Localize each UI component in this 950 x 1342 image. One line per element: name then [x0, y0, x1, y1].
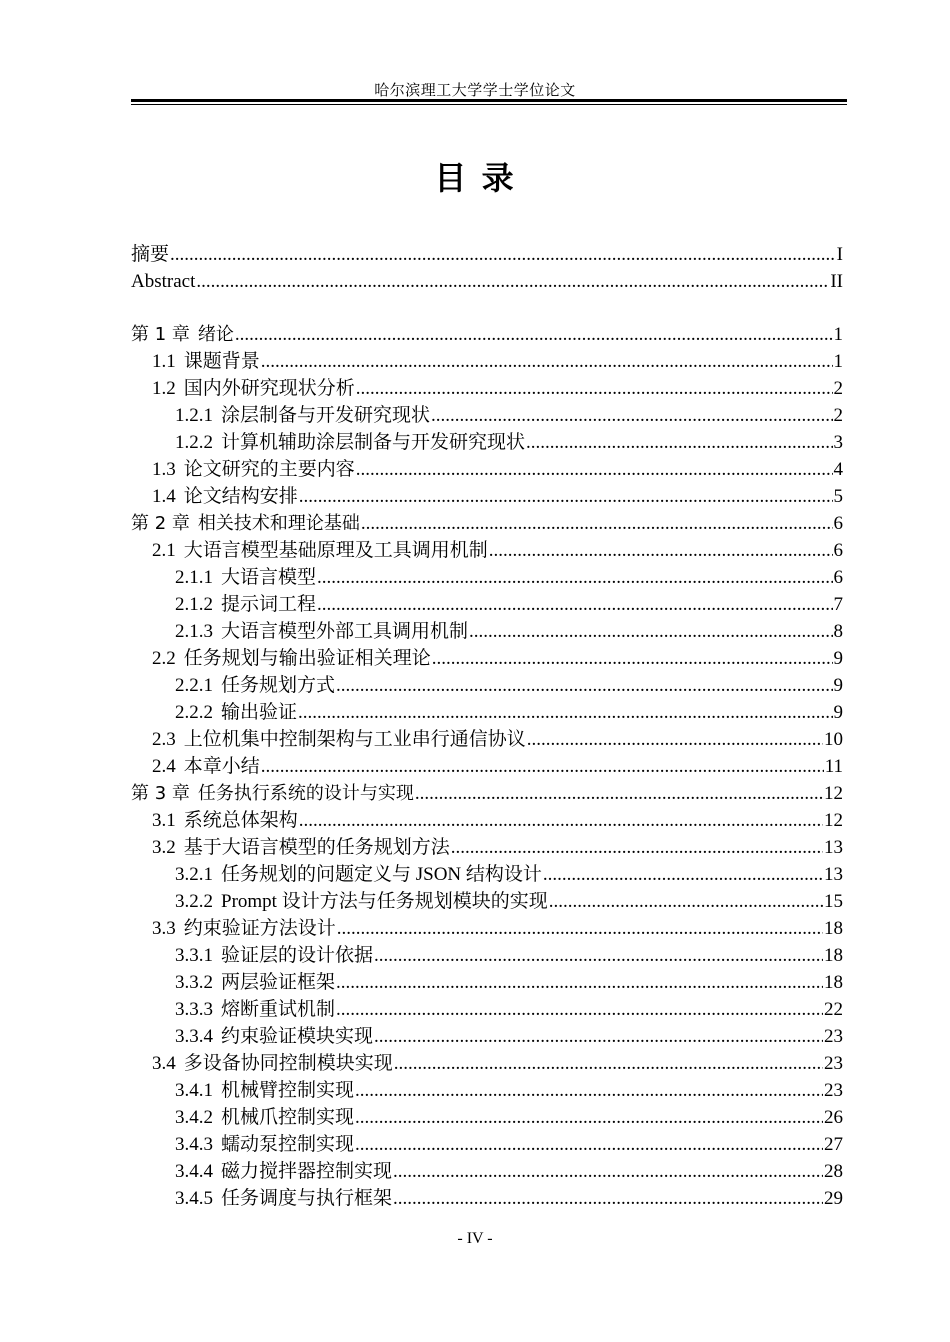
toc-entry-page: 26	[824, 1107, 843, 1128]
toc-entry-number: 2.4	[152, 756, 176, 777]
toc-entry-number: 2.2.2	[175, 702, 213, 723]
toc-section-entry[interactable]	[131, 375, 843, 402]
toc-leader-dots	[356, 456, 833, 483]
toc-section-entry[interactable]	[131, 1077, 843, 1104]
toc-entry-label: 多设备协同控制模块实现	[183, 1053, 393, 1074]
toc-entry-page: 12	[824, 783, 843, 804]
toc-entry-number: 1.3	[152, 459, 176, 480]
toc-leader-dots	[355, 1077, 823, 1104]
toc-entry-label: 提示词工程	[221, 594, 317, 615]
toc-leader-dots	[336, 969, 823, 996]
toc-entry-label: 论文研究的主要内容	[183, 459, 355, 480]
toc-leader-dots	[469, 618, 832, 645]
toc-section-entry[interactable]	[131, 861, 843, 888]
toc-section-entry[interactable]	[131, 807, 843, 834]
toc-leader-dots	[361, 510, 833, 537]
toc-section-entry[interactable]	[131, 1023, 843, 1050]
toc-leader-dots	[451, 834, 823, 861]
toc-leader-dots	[196, 268, 829, 295]
toc-entry-label: 摘要	[131, 244, 170, 265]
toc-entry-page: 11	[824, 756, 843, 777]
toc-entry-page: 1	[833, 324, 843, 345]
toc-section-entry[interactable]	[131, 564, 843, 591]
toc-entry-label: 国内外研究现状分析	[183, 378, 355, 399]
toc-entry-label: 大语言模型基础原理及工具调用机制	[183, 540, 488, 561]
running-header: 哈尔滨理工大学学士学位论文	[374, 83, 576, 99]
toc-entry-number: 3.4.1	[175, 1080, 213, 1101]
toc-entry-abstract-cn[interactable]	[131, 241, 843, 268]
toc-section-entry[interactable]	[131, 348, 843, 375]
toc-entry-page: 23	[824, 1053, 843, 1074]
toc-entry-page: 29	[824, 1188, 843, 1209]
toc-entry-page: 8	[833, 621, 843, 642]
toc-entry-label: 任务执行系统的设计与实现	[197, 783, 414, 804]
toc-entry-label: Abstract	[131, 271, 196, 292]
toc-entry-number: 3.3.1	[175, 945, 213, 966]
toc-entry-page: 7	[833, 594, 843, 615]
toc-entry-label: 磁力搅拌器控制实现	[221, 1161, 393, 1182]
toc-leader-dots	[394, 1050, 823, 1077]
toc-leader-dots	[526, 429, 832, 456]
toc-entry-label: 约束验证模块实现	[221, 1026, 374, 1047]
toc-entry-number: 2.1.2	[175, 594, 213, 615]
toc-leader-dots	[299, 807, 823, 834]
toc-entry-label: 相关技术和理论基础	[197, 513, 360, 534]
toc-entry-page: 10	[824, 729, 843, 750]
toc-entry-number: 3.3.3	[175, 999, 213, 1020]
toc-entry-number: 2.3	[152, 729, 176, 750]
toc-section-entry[interactable]	[131, 483, 843, 510]
toc-entry-number: 3.4.2	[175, 1107, 213, 1128]
toc-section-entry[interactable]	[131, 429, 843, 456]
table-of-contents	[131, 241, 843, 1212]
toc-leader-dots	[261, 753, 824, 780]
toc-entry-number: 1.1	[152, 351, 176, 372]
toc-chapter-list	[131, 321, 843, 1212]
page-number: - IV -	[457, 1230, 493, 1247]
toc-section-entry[interactable]	[131, 699, 843, 726]
toc-leader-dots	[355, 1104, 823, 1131]
toc-section-entry[interactable]	[131, 726, 843, 753]
toc-entry-number: 3.2.2	[175, 891, 213, 912]
toc-leader-dots	[317, 564, 832, 591]
toc-entry-page: 22	[824, 999, 843, 1020]
toc-chapter-entry[interactable]	[131, 321, 843, 348]
toc-entry-label: 任务规划方式	[221, 675, 336, 696]
toc-entry-page: 9	[833, 675, 843, 696]
toc-entry-number: 3.2	[152, 837, 176, 858]
toc-leader-dots	[543, 861, 823, 888]
toc-section-entry[interactable]	[131, 969, 843, 996]
header-rule-thick	[131, 99, 847, 102]
toc-spacer	[131, 295, 843, 321]
toc-section-entry[interactable]	[131, 672, 843, 699]
toc-section-entry[interactable]	[131, 456, 843, 483]
toc-leader-dots	[261, 348, 833, 375]
toc-entry-number: 3.4.3	[175, 1134, 213, 1155]
toc-entry-label: 本章小结	[183, 756, 260, 777]
toc-section-entry[interactable]	[131, 402, 843, 429]
toc-section-entry[interactable]	[131, 1050, 843, 1077]
toc-entry-label: Prompt 设计方法与任务规划模块的实现	[221, 891, 548, 912]
toc-entry-number: 3.2.1	[175, 864, 213, 885]
toc-entry-label: 系统总体架构	[183, 810, 298, 831]
toc-entry-label: 蠕动泵控制实现	[221, 1134, 355, 1155]
toc-section-entry[interactable]	[131, 942, 843, 969]
toc-entry-page: 9	[833, 702, 843, 723]
toc-section-entry[interactable]	[131, 888, 843, 915]
toc-leader-dots	[235, 321, 833, 348]
toc-leader-dots	[170, 241, 836, 268]
toc-leader-dots	[337, 915, 823, 942]
toc-entry-page: 12	[824, 810, 843, 831]
toc-entry-abstract-en[interactable]	[131, 268, 843, 295]
toc-entry-page: 2	[833, 405, 843, 426]
toc-entry-label: 计算机辅助涂层制备与开发研究现状	[221, 432, 526, 453]
toc-leader-dots	[298, 699, 832, 726]
toc-entry-label: 输出验证	[221, 702, 298, 723]
toc-entry-label: 涂层制备与开发研究现状	[221, 405, 431, 426]
toc-leader-dots	[355, 1131, 823, 1158]
toc-entry-page: 18	[824, 918, 843, 939]
toc-section-entry[interactable]	[131, 1131, 843, 1158]
toc-leader-dots	[336, 996, 823, 1023]
toc-entry-page: 6	[833, 567, 843, 588]
toc-section-entry[interactable]	[131, 618, 843, 645]
toc-entry-page: I	[836, 244, 843, 265]
toc-leader-dots	[431, 402, 832, 429]
toc-leader-dots	[549, 888, 823, 915]
toc-entry-number: 1.4	[152, 486, 176, 507]
toc-entry-page: 2	[833, 378, 843, 399]
toc-section-entry[interactable]	[131, 645, 843, 672]
toc-entry-label: 绪论	[197, 324, 234, 345]
toc-entry-number: 2.1.3	[175, 621, 213, 642]
toc-entry-label: 任务规划与输出验证相关理论	[183, 648, 431, 669]
toc-entry-page: 28	[824, 1161, 843, 1182]
toc-entry-label: 基于大语言模型的任务规划方法	[183, 837, 450, 858]
toc-entry-number: 第 3 章	[131, 783, 190, 804]
toc-entry-number: 1.2	[152, 378, 176, 399]
toc-entry-number: 2.1.1	[175, 567, 213, 588]
toc-entry-label: 机械臂控制实现	[221, 1080, 355, 1101]
toc-chapter-entry[interactable]	[131, 780, 843, 807]
toc-entry-label: 验证层的设计依据	[221, 945, 374, 966]
toc-entry-label: 任务调度与执行框架	[221, 1188, 393, 1209]
toc-leader-dots	[415, 780, 823, 807]
toc-entry-number: 3.1	[152, 810, 176, 831]
toc-entry-label: 大语言模型	[221, 567, 317, 588]
toc-leader-dots	[489, 537, 833, 564]
toc-section-entry[interactable]	[131, 915, 843, 942]
toc-section-entry[interactable]	[131, 1185, 843, 1212]
toc-leader-dots	[317, 591, 832, 618]
toc-section-entry[interactable]	[131, 591, 843, 618]
toc-entry-page: 9	[833, 648, 843, 669]
toc-leader-dots	[432, 645, 833, 672]
toc-entry-number: 3.3.2	[175, 972, 213, 993]
toc-entry-page: 5	[833, 486, 843, 507]
toc-section-entry[interactable]	[131, 1158, 843, 1185]
toc-entry-label: 两层验证框架	[221, 972, 336, 993]
toc-section-entry[interactable]	[131, 1104, 843, 1131]
toc-entry-page: 13	[824, 864, 843, 885]
toc-entry-page: 23	[824, 1080, 843, 1101]
toc-entry-number: 3.4.5	[175, 1188, 213, 1209]
toc-entry-number: 第 2 章	[131, 513, 190, 534]
toc-entry-number: 2.2	[152, 648, 176, 669]
toc-entry-page: 4	[833, 459, 843, 480]
toc-entry-page: 23	[824, 1026, 843, 1047]
toc-entry-number: 3.3	[152, 918, 176, 939]
toc-entry-label: 论文结构安排	[183, 486, 298, 507]
toc-entry-number: 3.3.4	[175, 1026, 213, 1047]
page-title: 目 录	[434, 159, 516, 197]
toc-entry-page: 15	[824, 891, 843, 912]
toc-entry-page: 6	[833, 540, 843, 561]
toc-section-entry[interactable]	[131, 996, 843, 1023]
toc-entry-page: 6	[833, 513, 843, 534]
toc-entry-label: 熔断重试机制	[221, 999, 336, 1020]
toc-entry-page: 18	[824, 972, 843, 993]
toc-entry-label: 机械爪控制实现	[221, 1107, 355, 1128]
toc-entry-label: 任务规划的问题定义与 JSON 结构设计	[221, 864, 542, 885]
header-rule-thin	[131, 104, 847, 105]
toc-entry-page: 13	[824, 837, 843, 858]
toc-entry-page: 18	[824, 945, 843, 966]
toc-leader-dots	[393, 1185, 823, 1212]
toc-entry-label: 上位机集中控制架构与工业串行通信协议	[183, 729, 526, 750]
toc-entry-number: 2.2.1	[175, 675, 213, 696]
toc-entry-number: 2.1	[152, 540, 176, 561]
toc-entry-page: II	[830, 271, 843, 292]
toc-leader-dots	[527, 726, 823, 753]
toc-entry-page: 1	[833, 351, 843, 372]
toc-entry-number: 3.4.4	[175, 1161, 213, 1182]
toc-leader-dots	[356, 375, 833, 402]
toc-entry-page: 3	[833, 432, 843, 453]
toc-leader-dots	[374, 942, 823, 969]
toc-leader-dots	[336, 672, 832, 699]
toc-section-entry[interactable]	[131, 834, 843, 861]
toc-leader-dots	[374, 1023, 823, 1050]
toc-entry-number: 3.4	[152, 1053, 176, 1074]
toc-entry-label: 约束验证方法设计	[183, 918, 336, 939]
toc-chapter-entry[interactable]	[131, 510, 843, 537]
toc-entry-number: 1.2.1	[175, 405, 213, 426]
toc-entry-number: 第 1 章	[131, 324, 190, 345]
toc-section-entry[interactable]	[131, 753, 843, 780]
toc-entry-number: 1.2.2	[175, 432, 213, 453]
toc-entry-page: 27	[824, 1134, 843, 1155]
toc-entry-label: 大语言模型外部工具调用机制	[221, 621, 469, 642]
toc-leader-dots	[299, 483, 833, 510]
toc-leader-dots	[393, 1158, 823, 1185]
toc-entry-label: 课题背景	[183, 351, 260, 372]
toc-section-entry[interactable]	[131, 537, 843, 564]
